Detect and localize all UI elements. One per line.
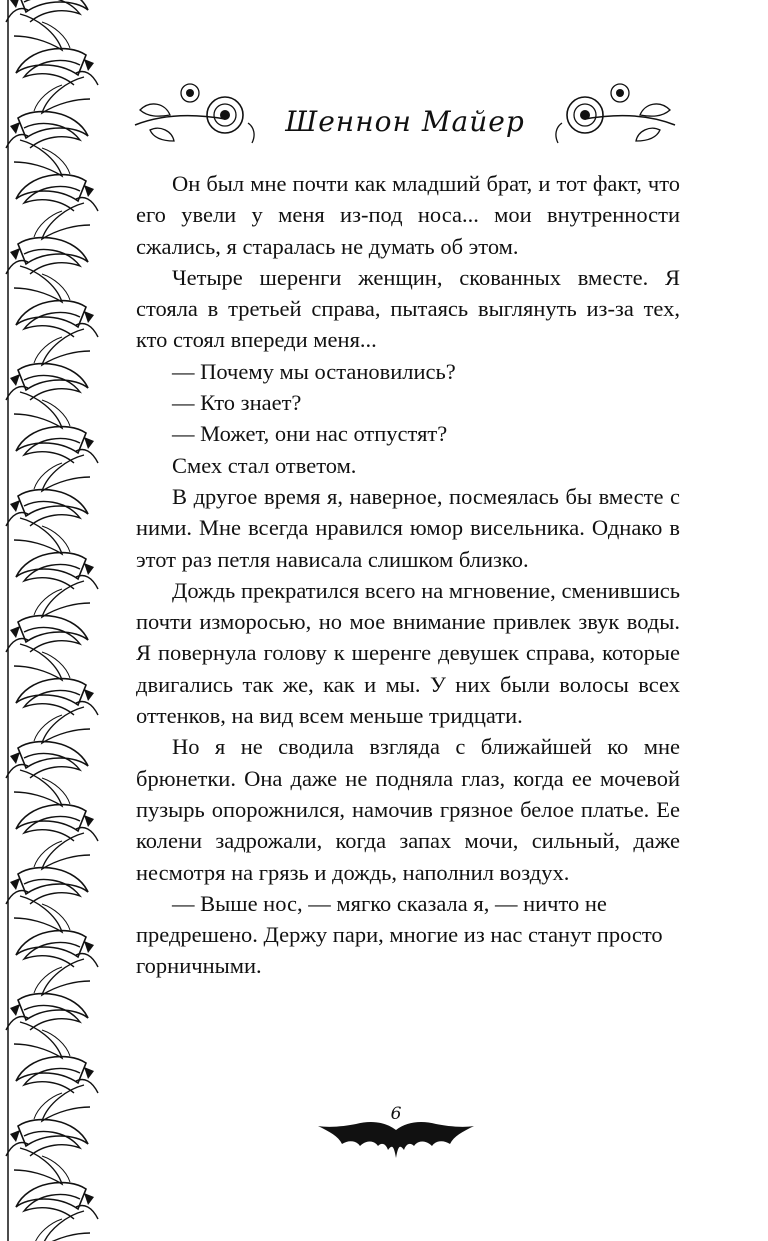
dialogue-line: — Почему мы остановились?: [172, 358, 456, 384]
page-header: [130, 75, 680, 155]
flower-icon: [16, 1183, 98, 1241]
flower-icon: [6, 868, 88, 932]
flower-icon: [6, 112, 88, 176]
flower-icon: [16, 805, 98, 869]
flower-icon: [6, 490, 88, 554]
paragraph: В другое время я, наверное, посмеялась бы вместе с ними. Мне всегда нравился юмор висельника. Однако в этот раз петля нависала слишком близко.: [136, 483, 680, 572]
dialogue-line: — Может, они нас отпустят?: [172, 421, 448, 447]
page-footer: [316, 1100, 476, 1170]
flower-icon: [16, 1057, 98, 1121]
paragraph: Смех стал ответом.: [172, 452, 357, 478]
flower-icon: [6, 0, 88, 50]
page-number: 6: [390, 1104, 402, 1124]
running-head-author: Шеннон Майер: [285, 105, 525, 138]
flower-icon: [16, 931, 98, 995]
flower-icon: [16, 679, 98, 743]
flower-icon: [6, 994, 88, 1058]
dialogue-line: — Кто знает?: [172, 390, 302, 416]
paragraph: — Выше нос, — мягко сказала я, — ничто не предрешено. Держу пари, многие из нас станут просто горничными.: [136, 890, 663, 979]
flower-icon: [16, 553, 98, 617]
rose-ornament-right-icon: [550, 75, 680, 155]
paragraph: Он был мне почти как младший брат, и тот факт, что его увели у меня из-под носа... мои внутренности сжались, я старалась не думать об этом.: [136, 171, 680, 259]
paragraph: Четыре шеренги женщин, скованных вместе. Я стояла в третьей справа, пытаясь выглянуть из-за тех, кто стоял впереди меня...: [136, 264, 680, 353]
paragraph: Дождь прекратился всего на мгновение, сменившись почти изморосью, но мое внимание привлек звук воды. Я повернула голову к шеренге девушек справа, которые двигались так же, как и мы. У них были волосы всех оттенков, на вид всем меньше тридцати.: [136, 577, 680, 729]
flower-icon: [6, 1120, 88, 1184]
flower-icon: [16, 175, 98, 239]
flower-icon: [16, 49, 98, 113]
flower-icon: [6, 238, 88, 302]
flower-icon: [16, 427, 98, 491]
paragraph: Но я не сводила взгляда с ближайшей ко мне брюнетки. Она даже не подняла глаз, когда ее мочевой пузырь опорожнился, намочив грязное белое платье. Ее колени задрожали, когда запах мочи, сильный, даже несмотря на грязь и дождь, наполнил воздух.: [136, 734, 680, 885]
flower-icon: [6, 742, 88, 806]
flower-icon: [6, 364, 88, 428]
body-text: [136, 168, 680, 982]
floral-border-decoration: [0, 0, 104, 1241]
flower-icon: [16, 301, 98, 365]
flower-icon: [6, 616, 88, 680]
